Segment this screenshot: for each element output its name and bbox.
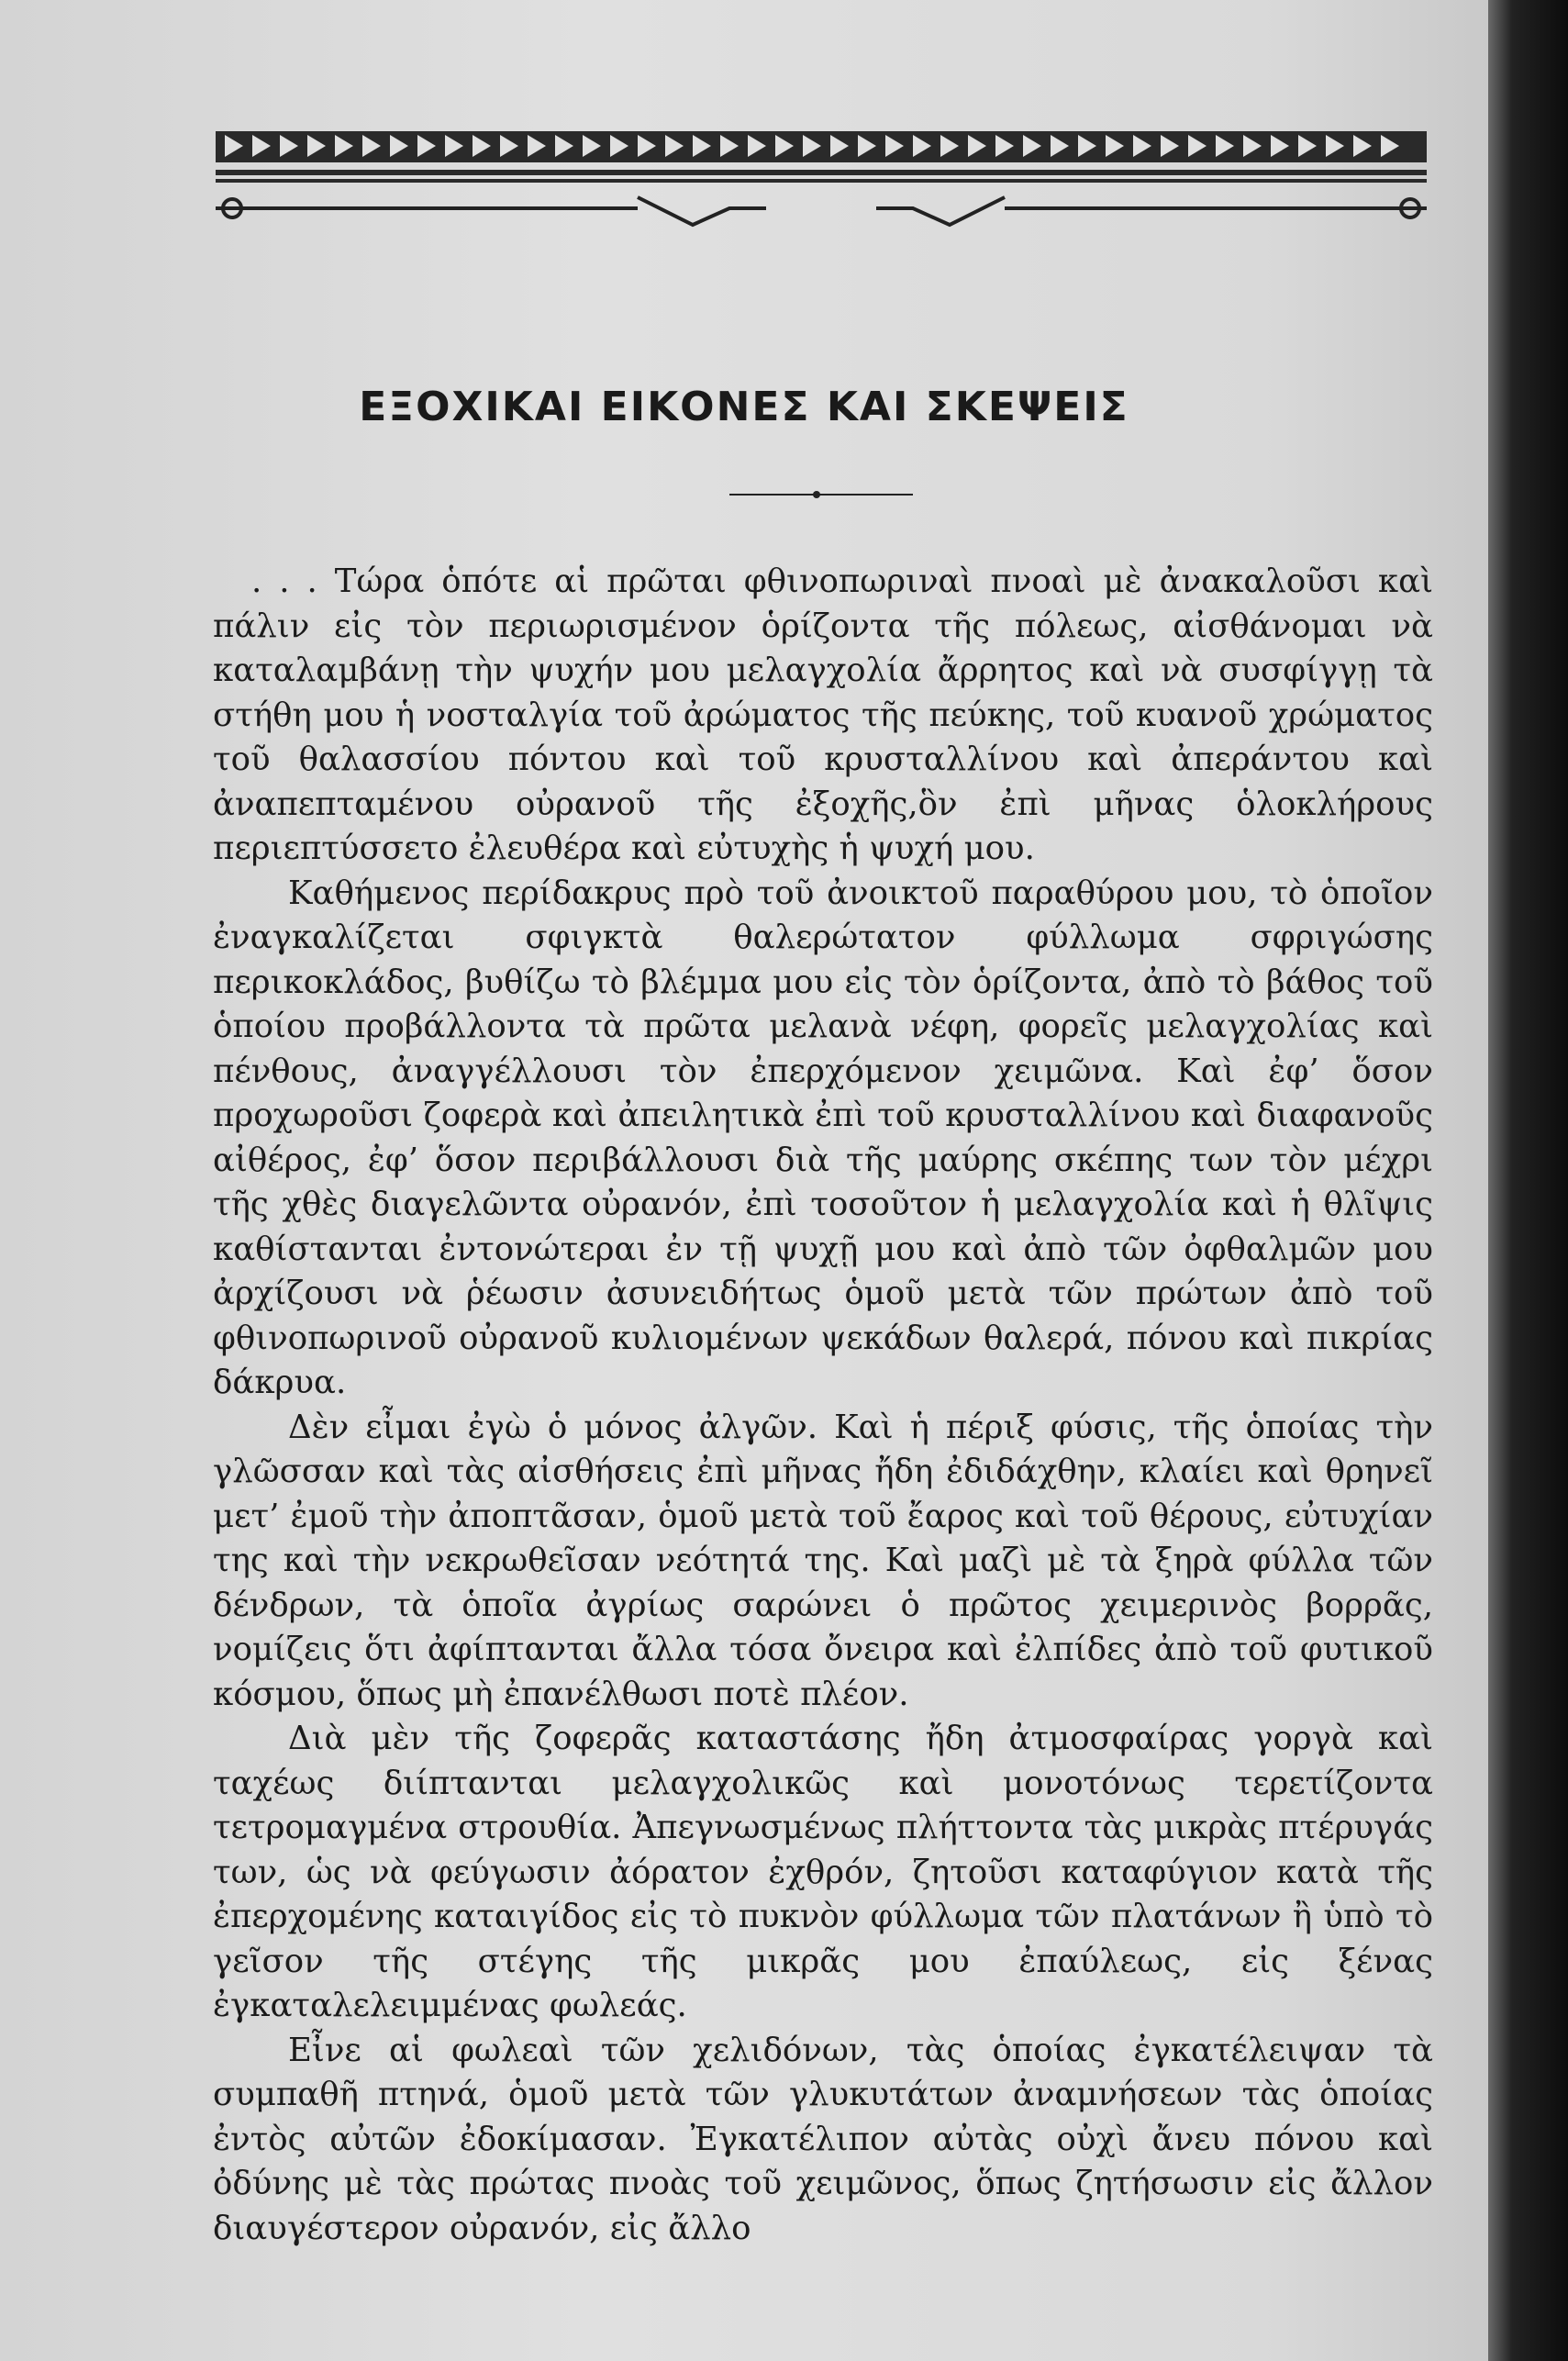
paragraph: . . . Τώρα ὁπότε αἱ πρῶται φθινοπωριναὶ πνοαὶ μὲ ἀνακαλοῦσι καὶ πάλιν εἰς τὸν περιωρισμένον ὁρίζοντα τῆς πόλεως, αἰσθάνομαι νὰ καταλαμβάνῃ τὴν ψυχήν μου μελαγχολία ἄρρητος καὶ νὰ συσφίγγῃ τὰ στήθη μου ἡ νοσταλγία τοῦ ἀρώματος τῆς πεύκης, τοῦ κυανοῦ χρώματος τοῦ θαλασσίου πόντου καὶ τοῦ κρυσταλλίνου καὶ ἀπεράντου καὶ ἀναπεπταμένου οὐρανοῦ τῆς ἐξοχῆς,ὃν ἐπὶ μῆνας ὁλοκλήρους περιεπτύσσετο ἐλευθέρα καὶ εὐτυχὴς ἡ ψυχή μου. [213, 562, 1433, 867]
page-title: ΕΞΟΧΙΚΑΙ ΕΙΚΟΝΕΣ ΚΑΙ ΣΚΕΨΕΙΣ [359, 384, 1129, 430]
paragraph: Διὰ μὲν τῆς ζοφερᾶς καταστάσης ἤδη ἀτμοσφαίρας γοργὰ καὶ ταχέως διίπτανται μελαγχολικῶς καὶ μονοτόνως τερετίζοντα τετρομαγμένα στρουθία. Ἀπεγνωσμένως πλήττοντα τὰς μικρὰς πτέρυγάς των, ὡς νὰ φεύγωσιν ἀόρατον ἐχθρόν, ζητοῦσι καταφύγιον κατὰ τῆς ἐπερχομένης καταιγίδος εἰς τὸ πυκνὸν φύλλωμα τῶν πλατάνων ἢ ὑπὸ τὸ γεῖσον τῆς στέγης τῆς μικρᾶς μου ἐπαύλεως, εἰς ξένας ἐγκαταλελειμμένας φωλεάς. [213, 1720, 1433, 2024]
title-divider-rule [729, 488, 913, 501]
paragraph: Δὲν εἶμαι ἐγὼ ὁ μόνος ἀλγῶν. Καὶ ἡ πέριξ φύσις, τῆς ὁποίας τὴν γλῶσσαν καὶ τὰς αἰσθήσεις ἐπὶ μῆνας ἤδη ἐδιδάχθην, κλαίει καὶ θρηνεῖ μετ’ ἐμοῦ τὴν ἀποπτᾶσαν, ὁμοῦ μετὰ τοῦ ἔαρος καὶ τοῦ θέρους, εὐτυχίαν της καὶ τὴν νεκρωθεῖσαν νεότητά της. Καὶ μαζὶ μὲ τὰ ξηρὰ φύλλα τῶν δένδρων, τὰ ὁποῖα ἀγρίως σαρώνει ὁ πρῶτος χειμερινὸς βορρᾶς, νομίζεις ὅτι ἀφίπτανται ἄλλα τόσα ὄνειρα καὶ ἐλπίδες ἀπὸ τοῦ φυτικοῦ κόσμου, ὅπως μὴ ἐπανέλθωσι ποτὲ πλέον. [213, 1408, 1433, 1713]
paragraph: Εἶνε αἱ φωλεαὶ τῶν χελιδόνων, τὰς ὁποίας ἐγκατέλειψαν τὰ συμπαθῆ πτηνά, ὁμοῦ μετὰ τῶν γλυκυτάτων ἀναμνήσεων τὰς ὁποίας ἐντὸς αὐτῶν ἐδοκίμασαν. Ἐγκατέλιπον αὐτὰς οὐχὶ ἄνευ πόνου καὶ ὀδύνης μὲ τὰς πρώτας πνοὰς τοῦ χειμῶνος, ὅπως ζητήσωσιν εἰς ἄλλον διαυγέστερον οὐρανόν, εἰς ἄλλο [213, 2031, 1433, 2247]
body-text [213, 560, 1433, 2251]
book-spine-shadow [1488, 0, 1568, 2361]
decorative-header-ornament [216, 124, 1427, 248]
paragraph: Καθήμενος περίδακρυς πρὸ τοῦ ἀνοικτοῦ παραθύρου μου, τὸ ὁποῖον ἐναγκαλίζεται σφιγκτὰ θαλερώτατον φύλλωμα σφριγώσης περικοκλάδος, βυθίζω τὸ βλέμμα μου εἰς τὸν ὁρίζοντα, ἀπὸ τὸ βάθος τοῦ ὁποίου προβάλλοντα τὰ πρῶτα μελανὰ νέφη, φορεῖς μελαγχολίας καὶ πένθους, ἀναγγέλλουσι τὸν ἐπερχόμενον χειμῶνα. Καὶ ἐφ’ ὅσον προχωροῦσι ζοφερὰ καὶ ἀπειλητικὰ ἐπὶ τοῦ κρυσταλλίνου καὶ διαφανοῦς αἰθέρος, ἐφ’ ὅσον περιβάλλουσι διὰ τῆς μαύρης σκέπης των τὸν μέχρι τῆς χθὲς διαγελῶντα οὐρανόν, ἐπὶ τοσοῦτον ἡ μελαγχολία καὶ ἡ θλῖψις καθίστανται ἐντονώτεραι ἐν τῇ ψυχῇ μου καὶ ἀπὸ τῶν ὀφθαλμῶν μου ἀρχίζουσι νὰ ῥέωσιν ἀσυνειδήτως ὁμοῦ μετὰ τῶν πρώτων ἀπὸ τοῦ φθινοπωρινοῦ οὐρανοῦ κυλιομένων ψεκάδων θαλερά, πόνου καὶ πικρίας δάκρυα. [213, 874, 1433, 1401]
